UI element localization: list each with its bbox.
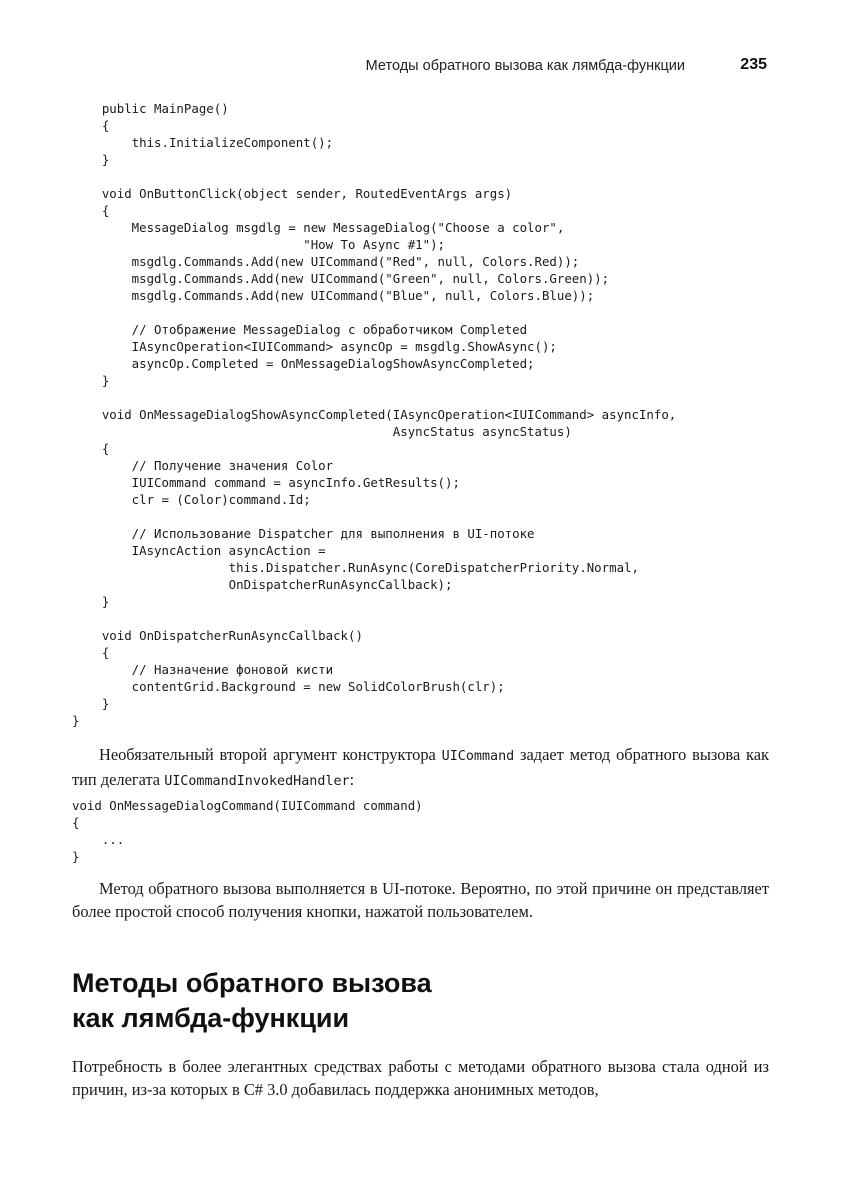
section-heading-line: Методы обратного вызова bbox=[72, 968, 432, 998]
section-heading-line: как лямбда-функции bbox=[72, 1003, 350, 1033]
inline-code-uicommand: UICommand bbox=[441, 749, 515, 764]
paragraph-lambda-intro: Потребность в более элегантных средствах работы с методами обратного вызова стала одной из причин, из-за которых в C# 3.0 добавилась поддержка анонимных методов, bbox=[72, 1057, 769, 1099]
paragraph-ui-thread: Метод обратного вызова выполняется в UI-потоке. Вероятно, по этой причине он представляет более простой способ получения кнопки, нажатой пользователем. bbox=[72, 879, 769, 921]
running-header bbox=[72, 56, 767, 78]
page-number: 235 bbox=[740, 56, 767, 73]
paragraph-text: : bbox=[349, 770, 355, 789]
paragraph-text: Необязательный второй аргумент конструктора bbox=[99, 745, 442, 764]
running-title: Методы обратного вызова как лямбда-функции bbox=[365, 58, 685, 74]
paragraph-text: задает метод обратного вызова как тип делегата bbox=[72, 745, 769, 789]
code-listing-small: void OnMessageDialogCommand(IUICommand command) { ... } bbox=[72, 798, 423, 864]
inline-code-invoked-handler: UICommandInvokedHandler bbox=[164, 774, 350, 789]
paragraph-uicommand-argument bbox=[72, 743, 769, 793]
section-heading bbox=[72, 966, 432, 1036]
code-listing-main: public MainPage() { this.InitializeComponent(); } void OnButtonClick(object sender, RoutedEventArgs args) { MessageDialog msgdlg = new MessageDialog("Choose a color", "How To Async #1"); msgdlg.Commands.Add(new UICommand("Red", null, Colors.Red)); msgdlg.Commands.Add(new UICommand("Green", null, Colors.Green)); msgdlg.Commands.Add(new UICommand("Blue", null, Colors.Blue)); // Отображение MessageDialog с обработчиком Completed IAsyncOperation<IUICommand> asyncOp = msgdlg.ShowAsync(); asyncOp.Completed = OnMessageDialogShowAsyncCompleted; } void OnMessageDialogShowAsyncCompleted(IAsyncOperation<IUICommand> asyncInfo, AsyncStatus asyncStatus) { // Получение значения Color IUICommand command = asyncInfo.GetResults(); clr = (Color)command.Id; // Использование Dispatcher для выполнения в UI-потоке IAsyncAction asyncAction = this.Dispatcher.RunAsync(CoreDispatcherPriority.Normal, OnDispatcherRunAsyncCallback); } void OnDispatcherRunAsyncCallback() { // Назначение фоновой кисти contentGrid.Background = new SolidColorBrush(clr); } } bbox=[72, 101, 677, 728]
